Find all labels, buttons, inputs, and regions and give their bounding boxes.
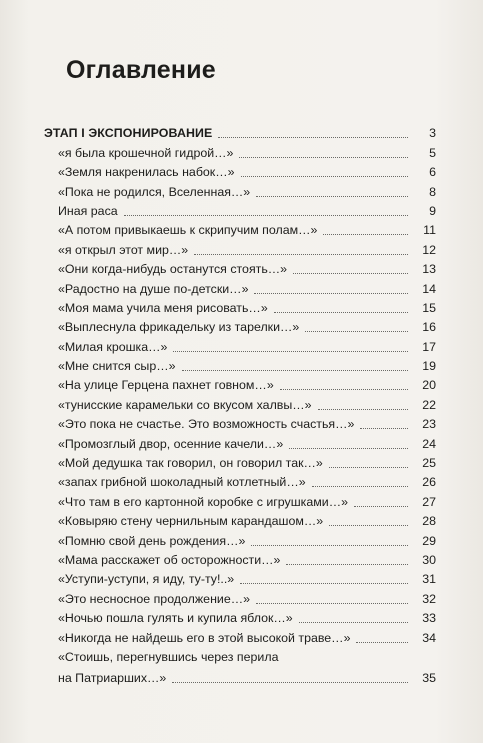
dot-leader: [299, 622, 408, 623]
toc-section-row: [44, 122, 438, 141]
toc-row: [44, 490, 438, 509]
toc-entry-page: 3: [429, 126, 436, 141]
toc-entry-page: 12: [422, 242, 436, 257]
toc-row: [44, 355, 438, 374]
dot-leader: [274, 312, 408, 313]
toc-entry-page: 32: [422, 591, 436, 606]
toc-entry-page: 20: [422, 378, 436, 393]
dot-leader: [286, 564, 408, 565]
toc-row: [44, 161, 438, 180]
toc-entry-page: 24: [422, 436, 436, 451]
toc-entry-page: 26: [422, 475, 436, 490]
dot-leader: [360, 428, 408, 429]
toc-row: [44, 238, 438, 257]
toc-entry-page: 8: [429, 184, 436, 199]
toc-entry-title: «я открыл этот мир…»: [58, 242, 189, 257]
toc-row: [44, 277, 438, 296]
toc-entry-title: «Что там в его картонной коробке с игрушками…»: [58, 494, 348, 509]
dot-leader: [329, 467, 408, 468]
toc-entry-title: «я была крошечной гидрой…»: [58, 145, 234, 160]
toc-row: [44, 626, 438, 645]
toc-entry-page: 9: [429, 203, 436, 218]
toc-entry-page: 16: [422, 320, 436, 335]
toc-entry-title: «На улице Герцена пахнет говном…»: [58, 378, 274, 393]
toc-entry-page: 6: [429, 165, 436, 180]
toc-row: [44, 432, 438, 451]
dot-leader: [254, 293, 408, 294]
toc-row-continuation: [44, 665, 438, 686]
dot-leader: [293, 273, 408, 274]
toc-entry-title: «Это пока не счастье. Это возможность счастья…»: [58, 417, 355, 432]
table-of-contents: [44, 122, 438, 686]
toc-row: [44, 335, 438, 354]
toc-entry-title: «Никогда не найдешь его в этой высокой траве…»: [58, 630, 351, 645]
toc-entry-page: 28: [422, 514, 436, 529]
dot-leader: [256, 196, 408, 197]
toc-entry-title: Иная раса: [58, 203, 118, 218]
toc-row: [44, 568, 438, 587]
toc-entry-page: 13: [422, 262, 436, 277]
toc-entry-title: «Милая крошка…»: [58, 339, 168, 354]
toc-row: [44, 529, 438, 548]
dot-leader: [312, 486, 408, 487]
toc-row: [44, 219, 438, 238]
dot-leader: [329, 525, 408, 526]
dot-leader: [289, 448, 408, 449]
toc-row: [44, 374, 438, 393]
dot-leader: [124, 215, 408, 216]
dot-leader: [194, 254, 408, 255]
toc-row: [44, 180, 438, 199]
toc-row: [44, 297, 438, 316]
toc-entry-page: 5: [429, 145, 436, 160]
dot-leader: [280, 389, 408, 390]
dot-leader: [251, 545, 408, 546]
dot-leader: [305, 331, 408, 332]
toc-entry-title: «Ковыряю стену чернильным карандашом…»: [58, 514, 324, 529]
toc-entry-title: «Ночью пошла гулять и купила яблок…»: [58, 611, 293, 626]
toc-row: [44, 413, 438, 432]
toc-row: [44, 471, 438, 490]
toc-row: [44, 549, 438, 568]
toc-entry-title: «А потом привыкаешь к скрипучим полам…»: [58, 223, 318, 238]
toc-row: [44, 587, 438, 606]
toc-entry-page: 11: [423, 223, 436, 238]
toc-entry-title: «Уступи-уступи, я иду, ту-ту!..»: [58, 572, 235, 587]
toc-row: [44, 258, 438, 277]
toc-entry-title: «Промозглый двор, осенние качели…»: [58, 436, 284, 451]
dot-leader: [256, 603, 408, 604]
dot-leader: [318, 409, 408, 410]
dot-leader: [182, 370, 408, 371]
toc-entry-page: 14: [422, 281, 436, 296]
toc-entry-page: 17: [422, 339, 436, 354]
toc-entry-page: 22: [422, 397, 436, 412]
toc-entry-title: «Это несносное продолжение…»: [58, 591, 251, 606]
dot-leader: [241, 176, 408, 177]
toc-row: [44, 607, 438, 626]
toc-entry-title: «Мама расскажет об осторожности…»: [58, 552, 281, 567]
toc-entry-page: 25: [422, 456, 436, 471]
toc-entry-title: «Мой дедушка так говорил, он говорил так…»: [58, 456, 323, 471]
toc-entry-title: «Стоишь, перегнувшись через перила: [58, 649, 279, 664]
toc-entry-page: 29: [422, 533, 436, 548]
toc-row: [44, 393, 438, 412]
toc-entry-title: «Моя мама учила меня рисовать…»: [58, 300, 268, 315]
toc-entry-page: 31: [422, 572, 436, 587]
toc-entry-title: «тунисские карамельки со вкусом халвы…»: [58, 397, 312, 412]
toc-entry-title: ЭТАП I ЭКСПОНИРОВАНИЕ: [44, 126, 213, 141]
toc-entry-page: 35: [422, 670, 436, 685]
toc-row: [44, 452, 438, 471]
dot-leader: [239, 157, 408, 158]
toc-entry-title: «Помню свой день рождения…»: [58, 533, 246, 548]
toc-entry-title: «запах грибной шоколадный котлетный…»: [58, 475, 306, 490]
toc-entry-title: «Радостно на душе по-детски…»: [58, 281, 249, 296]
toc-entry-title: «Мне снится сыр…»: [58, 359, 176, 374]
toc-entry-page: 19: [422, 359, 436, 374]
toc-entry-page: 34: [422, 630, 436, 645]
toc-entry-page: 30: [422, 552, 436, 567]
toc-entry-title: «Они когда-нибудь останутся стоять…»: [58, 262, 288, 277]
toc-row: [44, 200, 438, 219]
toc-entry-page: 15: [422, 300, 436, 315]
dot-leader: [323, 234, 408, 235]
dot-leader: [356, 642, 408, 643]
dot-leader: [354, 506, 408, 507]
toc-row: [44, 510, 438, 529]
page-title: Оглавление: [66, 56, 216, 84]
toc-entry-page: 23: [422, 417, 436, 432]
toc-entry-page: 27: [422, 494, 436, 509]
toc-row: [44, 316, 438, 335]
dot-leader: [240, 583, 408, 584]
toc-entry-title: «Пока не родился, Вселенная…»: [58, 184, 251, 199]
dot-leader: [172, 682, 408, 683]
toc-entry-title: «Земля накренилась набок…»: [58, 165, 235, 180]
dot-leader: [173, 351, 408, 352]
toc-row: [44, 646, 438, 665]
toc-entry-title: на Патриарших…»: [58, 670, 167, 685]
toc-row: [44, 141, 438, 160]
toc-entry-page: 33: [422, 611, 436, 626]
toc-entry-title: «Выплеснула фрикадельку из тарелки…»: [58, 320, 300, 335]
dot-leader: [218, 137, 408, 138]
